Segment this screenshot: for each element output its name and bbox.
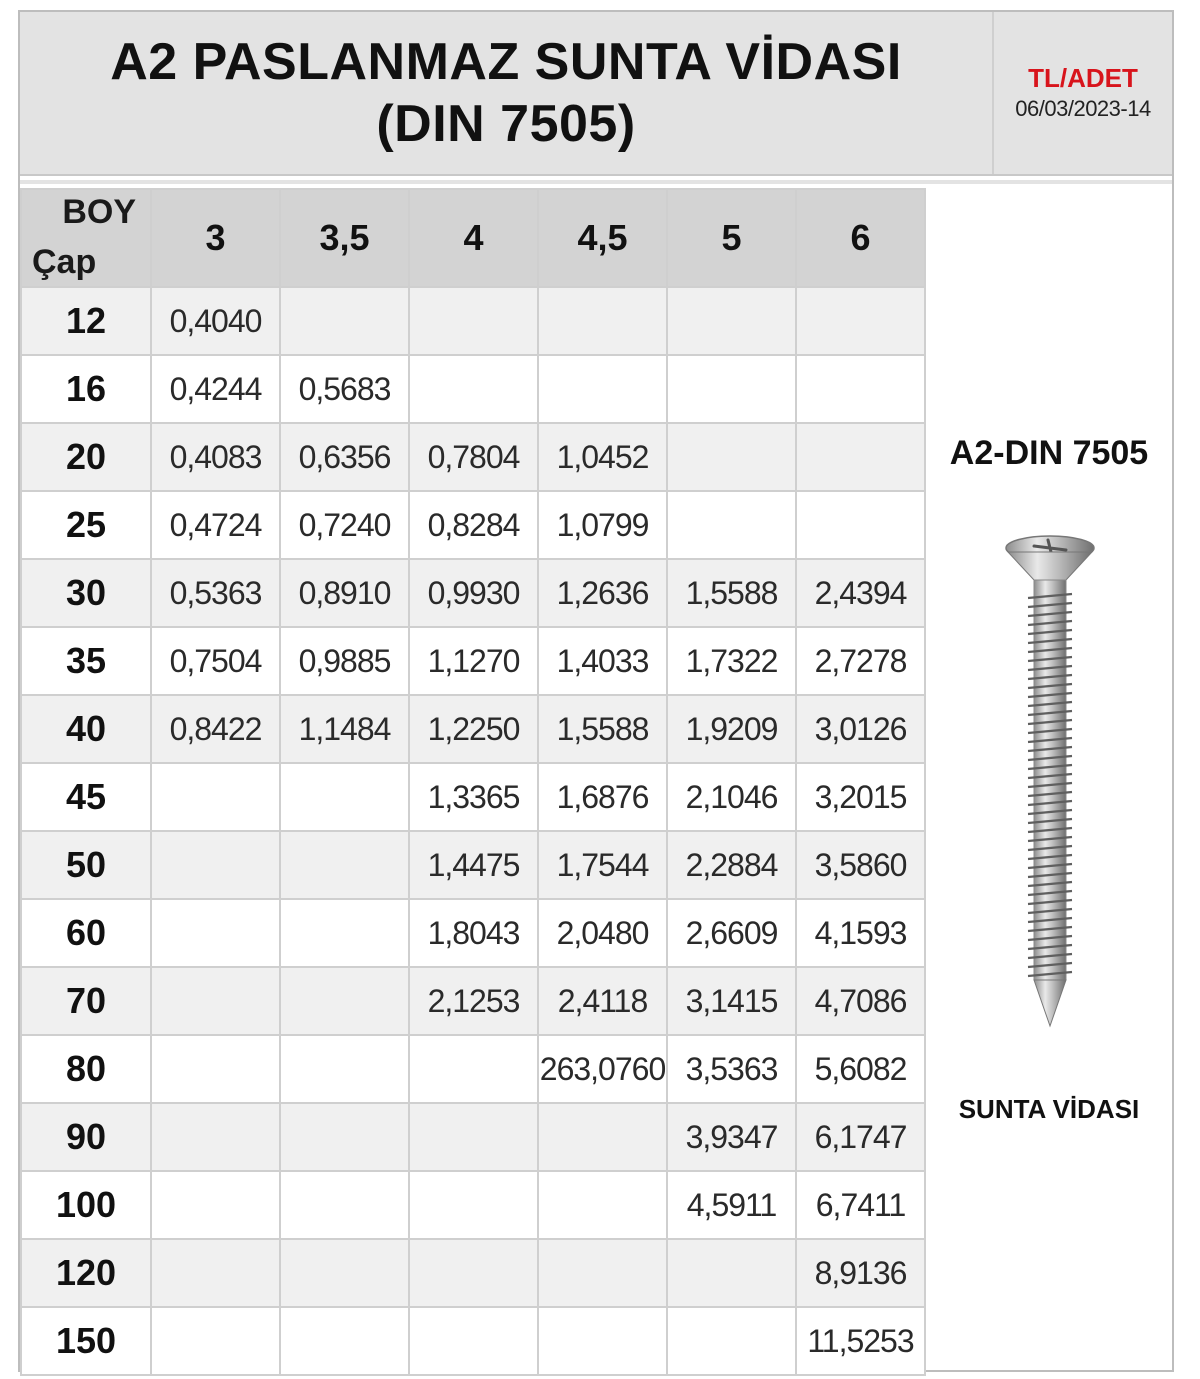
row-header: 60 xyxy=(21,899,151,967)
price-cell: 6,7411 xyxy=(796,1171,925,1239)
table-row xyxy=(21,423,925,491)
price-cell: 0,8910 xyxy=(280,559,409,627)
price-cell xyxy=(151,1239,280,1307)
price-table xyxy=(20,188,926,1376)
price-cell xyxy=(151,1171,280,1239)
price-cell xyxy=(151,831,280,899)
price-cell xyxy=(280,1035,409,1103)
price-cell: 0,8422 xyxy=(151,695,280,763)
price-cell: 1,1484 xyxy=(280,695,409,763)
price-cell xyxy=(280,1239,409,1307)
price-cell: 2,0480 xyxy=(538,899,667,967)
price-cell xyxy=(667,355,796,423)
price-cell: 0,6356 xyxy=(280,423,409,491)
price-cell xyxy=(280,763,409,831)
date-label: 06/03/2023-14 xyxy=(1015,96,1151,121)
price-cell: 1,4475 xyxy=(409,831,538,899)
table-row xyxy=(21,831,925,899)
price-cell: 4,7086 xyxy=(796,967,925,1035)
row-header: 45 xyxy=(21,763,151,831)
price-cell xyxy=(280,1103,409,1171)
price-cell xyxy=(796,355,925,423)
row-header: 30 xyxy=(21,559,151,627)
column-header-row xyxy=(21,189,925,287)
price-cell: 0,8284 xyxy=(409,491,538,559)
row-header: 12 xyxy=(21,287,151,355)
price-cell: 1,1270 xyxy=(409,627,538,695)
price-cell xyxy=(409,1035,538,1103)
price-cell: 1,0799 xyxy=(538,491,667,559)
price-cell xyxy=(796,491,925,559)
table-row xyxy=(21,355,925,423)
price-cell xyxy=(796,287,925,355)
price-cell xyxy=(151,899,280,967)
column-header: 3,5 xyxy=(280,189,409,287)
table-body xyxy=(21,287,925,1375)
price-cell: 2,1046 xyxy=(667,763,796,831)
price-cell: 5,6082 xyxy=(796,1035,925,1103)
price-cell: 3,2015 xyxy=(796,763,925,831)
product-caption: SUNTA VİDASI xyxy=(958,1094,1140,1124)
price-cell xyxy=(151,1103,280,1171)
row-header: 70 xyxy=(21,967,151,1035)
row-header: 25 xyxy=(21,491,151,559)
row-header: 50 xyxy=(21,831,151,899)
price-cell: 3,1415 xyxy=(667,967,796,1035)
price-cell xyxy=(280,967,409,1035)
screw-icon xyxy=(1000,534,1100,1034)
product-code: A2-DIN 7505 xyxy=(949,434,1149,472)
row-header: 20 xyxy=(21,423,151,491)
column-header: 4 xyxy=(409,189,538,287)
row-header: 40 xyxy=(21,695,151,763)
price-cell: 1,5588 xyxy=(538,695,667,763)
price-cell: 1,2636 xyxy=(538,559,667,627)
price-cell: 2,4394 xyxy=(796,559,925,627)
price-cell: 3,5363 xyxy=(667,1035,796,1103)
price-cell: 6,1747 xyxy=(796,1103,925,1171)
price-cell xyxy=(667,287,796,355)
price-cell xyxy=(280,1307,409,1375)
price-cell xyxy=(538,1171,667,1239)
price-cell: 0,5683 xyxy=(280,355,409,423)
price-cell xyxy=(409,355,538,423)
column-header: 5 xyxy=(667,189,796,287)
price-cell: 1,6876 xyxy=(538,763,667,831)
price-cell: 1,4033 xyxy=(538,627,667,695)
price-cell xyxy=(538,355,667,423)
price-cell xyxy=(151,1035,280,1103)
row-header: 16 xyxy=(21,355,151,423)
table-row xyxy=(21,899,925,967)
price-cell: 2,6609 xyxy=(667,899,796,967)
header xyxy=(20,12,1172,176)
price-cell xyxy=(151,967,280,1035)
price-cell: 1,7322 xyxy=(667,627,796,695)
price-cell: 3,5860 xyxy=(796,831,925,899)
price-cell: 0,7504 xyxy=(151,627,280,695)
price-cell: 11,5253 xyxy=(796,1307,925,1375)
price-cell: 3,9347 xyxy=(667,1103,796,1171)
price-cell xyxy=(280,1171,409,1239)
price-cell xyxy=(409,1239,538,1307)
price-cell: 0,4244 xyxy=(151,355,280,423)
price-cell xyxy=(538,1307,667,1375)
price-cell: 1,5588 xyxy=(667,559,796,627)
row-header: 120 xyxy=(21,1239,151,1307)
column-header: 6 xyxy=(796,189,925,287)
table-row xyxy=(21,967,925,1035)
corner-cap-label: Çap xyxy=(32,243,97,281)
row-header: 90 xyxy=(21,1103,151,1171)
price-cell xyxy=(409,1103,538,1171)
price-cell xyxy=(409,1307,538,1375)
title-block xyxy=(20,12,992,174)
price-cell xyxy=(538,1103,667,1171)
title-line-1: A2 PASLANMAZ SUNTA VİDASI xyxy=(110,33,902,91)
price-cell xyxy=(796,423,925,491)
table-row xyxy=(21,695,925,763)
price-cell xyxy=(667,1307,796,1375)
price-cell: 2,1253 xyxy=(409,967,538,1035)
price-cell xyxy=(280,899,409,967)
price-cell: 1,0452 xyxy=(538,423,667,491)
price-cell: 1,9209 xyxy=(667,695,796,763)
price-cell: 0,7240 xyxy=(280,491,409,559)
price-cell xyxy=(151,763,280,831)
price-cell: 1,3365 xyxy=(409,763,538,831)
corner-boy-label: BOY xyxy=(62,193,136,231)
table-row xyxy=(21,627,925,695)
price-cell xyxy=(538,1239,667,1307)
table-row xyxy=(21,1307,925,1375)
unit-label: TL/ADET xyxy=(1028,63,1138,93)
price-cell xyxy=(280,831,409,899)
price-cell xyxy=(667,491,796,559)
price-cell: 1,7544 xyxy=(538,831,667,899)
table-row xyxy=(21,763,925,831)
table-row xyxy=(21,491,925,559)
price-cell: 2,7278 xyxy=(796,627,925,695)
price-cell: 0,9930 xyxy=(409,559,538,627)
price-cell: 0,4724 xyxy=(151,491,280,559)
corner-cell xyxy=(21,189,151,287)
price-cell xyxy=(280,287,409,355)
price-cell xyxy=(667,1239,796,1307)
table-row xyxy=(21,1035,925,1103)
price-cell: 1,2250 xyxy=(409,695,538,763)
row-header: 80 xyxy=(21,1035,151,1103)
table-row xyxy=(21,287,925,355)
header-separator xyxy=(20,176,1172,184)
price-cell xyxy=(151,1307,280,1375)
row-header: 35 xyxy=(21,627,151,695)
price-cell xyxy=(667,423,796,491)
price-cell xyxy=(409,1171,538,1239)
price-cell: 0,4040 xyxy=(151,287,280,355)
table-row xyxy=(21,1171,925,1239)
price-cell xyxy=(538,287,667,355)
price-cell xyxy=(409,287,538,355)
table-row xyxy=(21,559,925,627)
price-cell: 2,2884 xyxy=(667,831,796,899)
price-cell: 8,9136 xyxy=(796,1239,925,1307)
price-cell: 0,4083 xyxy=(151,423,280,491)
row-header: 150 xyxy=(21,1307,151,1375)
price-cell: 0,9885 xyxy=(280,627,409,695)
table-row xyxy=(21,1103,925,1171)
price-cell: 0,7804 xyxy=(409,423,538,491)
price-cell: 3,0126 xyxy=(796,695,925,763)
row-header: 100 xyxy=(21,1171,151,1239)
price-cell: 0,5363 xyxy=(151,559,280,627)
title-line-2: (DIN 7505) xyxy=(376,95,636,153)
price-cell: 1,8043 xyxy=(409,899,538,967)
price-cell: 4,5911 xyxy=(667,1171,796,1239)
meta-block xyxy=(992,12,1172,174)
column-header: 4,5 xyxy=(538,189,667,287)
side-panel xyxy=(926,190,1172,1370)
price-cell: 2,4118 xyxy=(538,967,667,1035)
price-cell: 4,1593 xyxy=(796,899,925,967)
price-cell: 263,0760 xyxy=(538,1035,667,1103)
column-header: 3 xyxy=(151,189,280,287)
table-row xyxy=(21,1239,925,1307)
